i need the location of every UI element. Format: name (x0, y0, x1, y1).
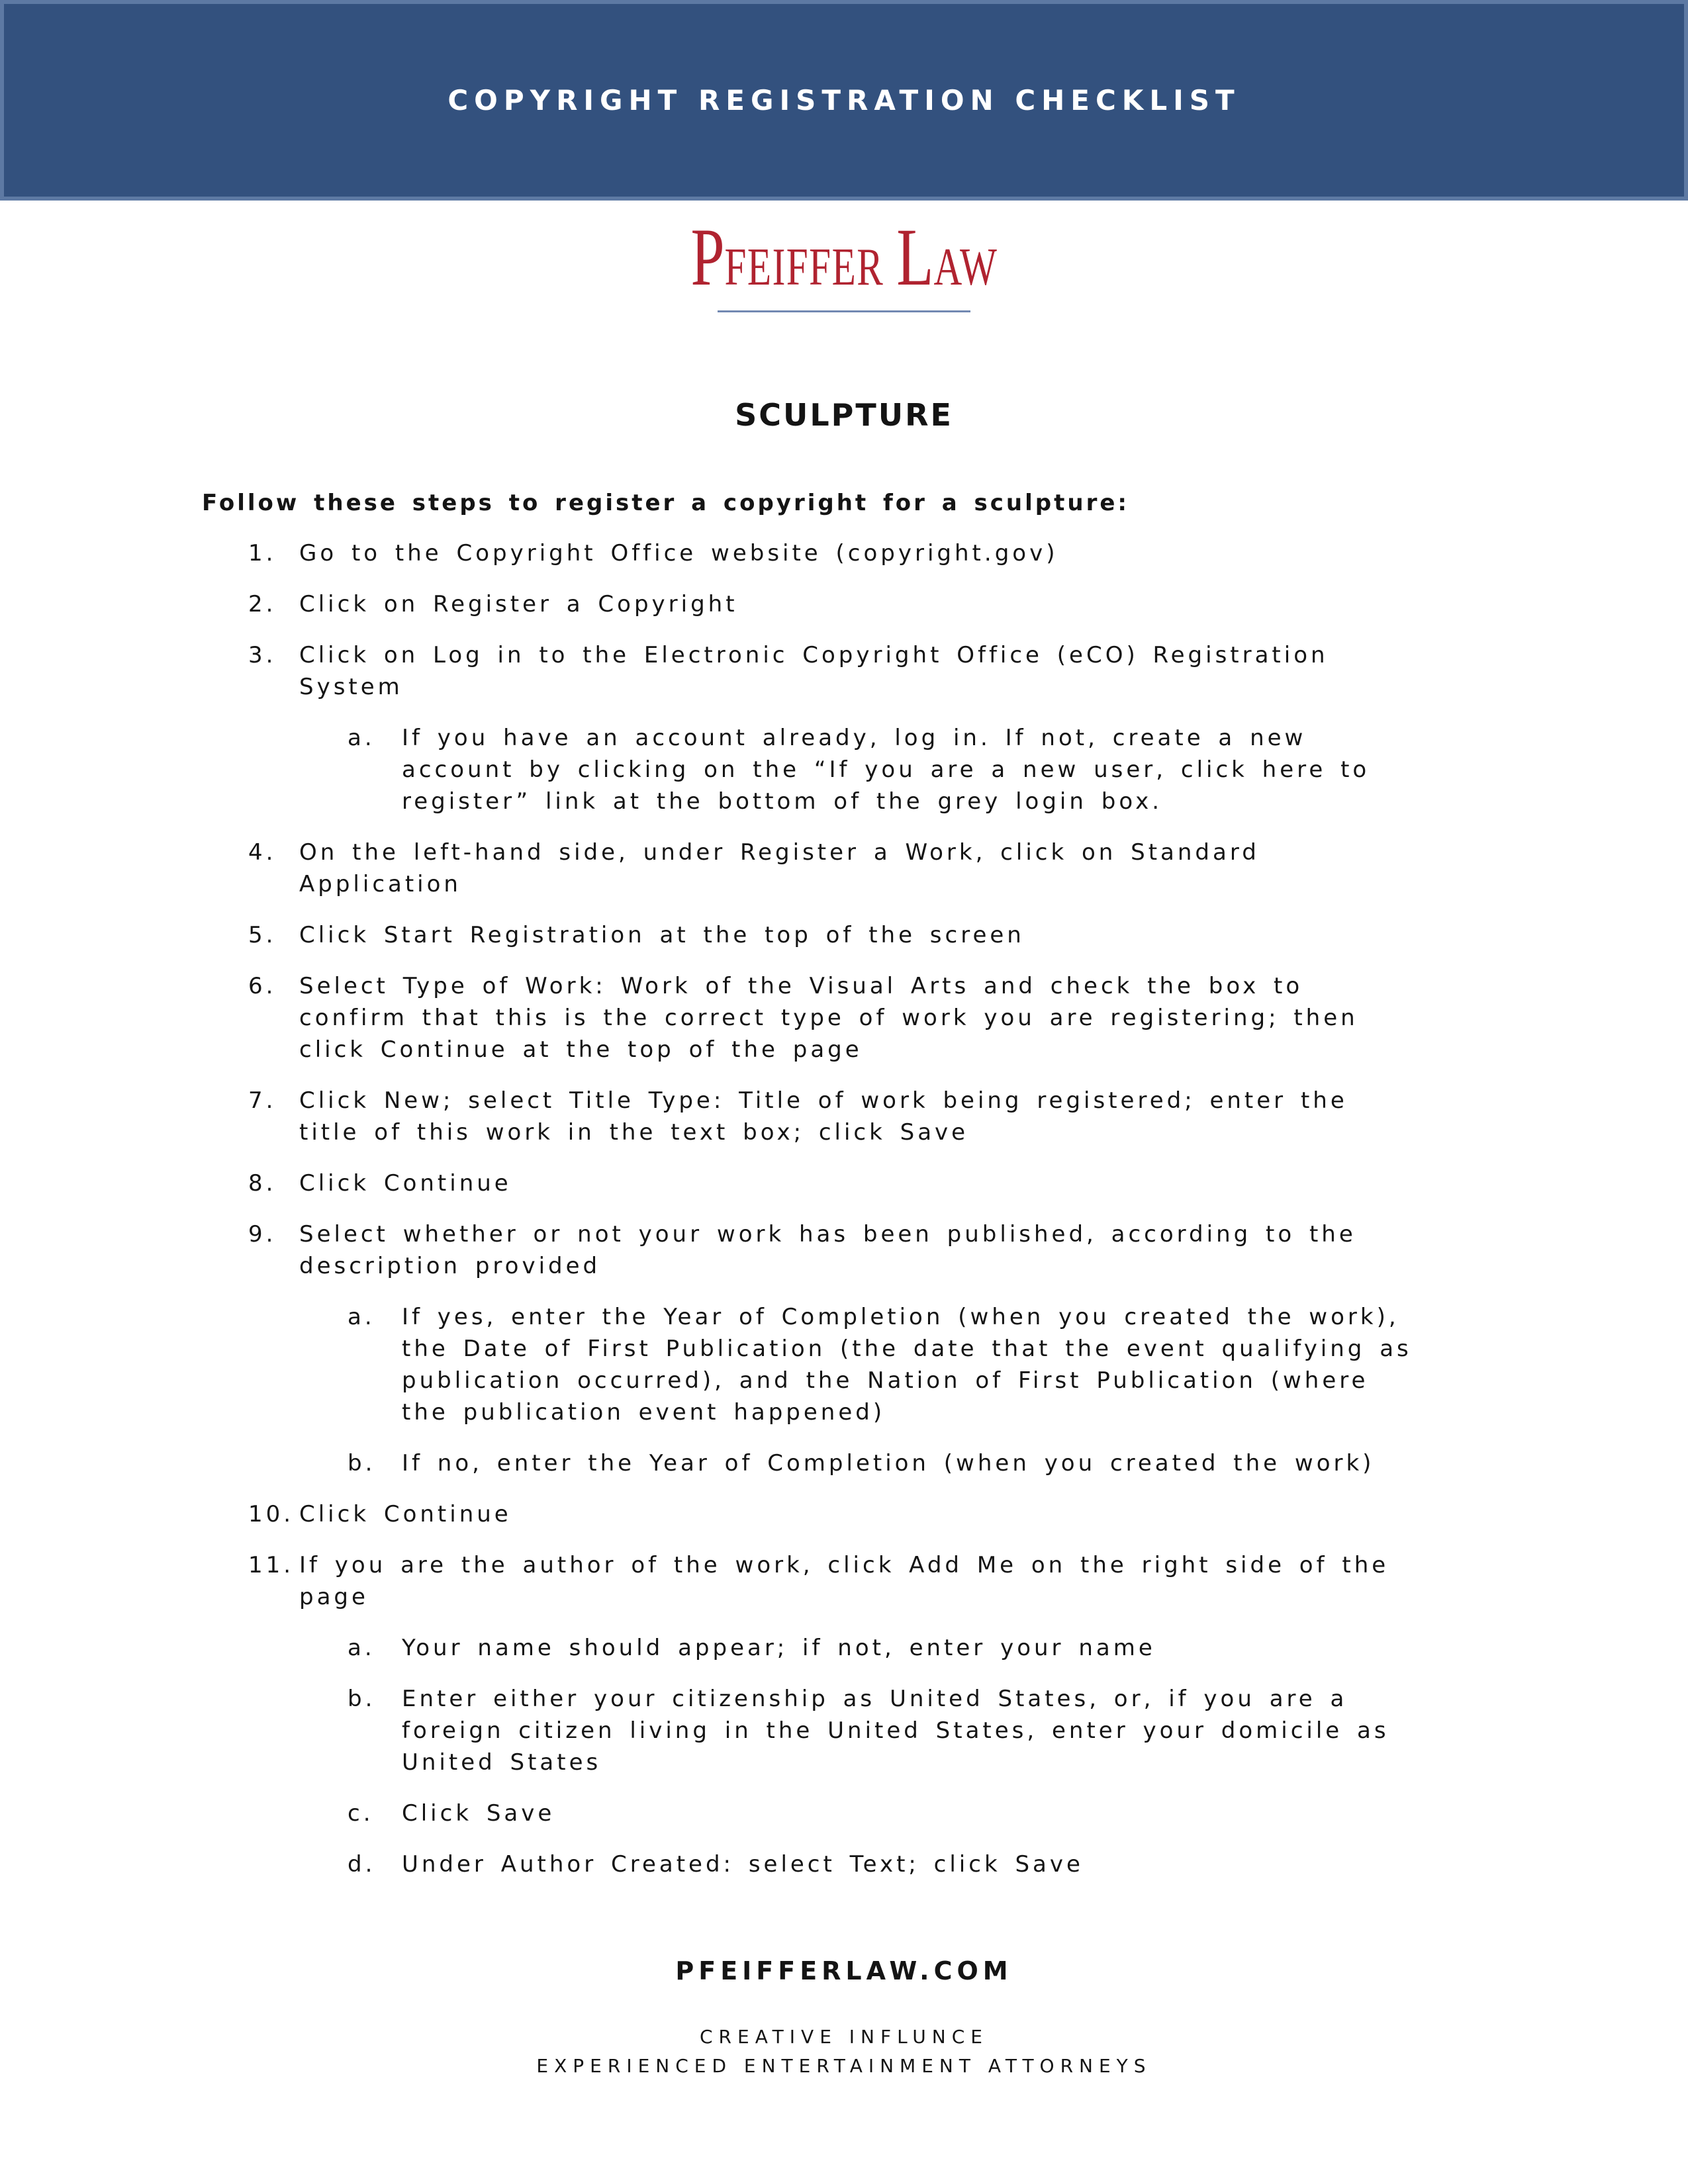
step-number: 10. (248, 1501, 295, 1527)
step-text: Click on Register a Copyright (299, 591, 738, 617)
step-text: Go to the Copyright Office website (copyright.gov) (299, 540, 1058, 567)
step-number: 8. (248, 1170, 277, 1197)
banner-title: COPYRIGHT REGISTRATION CHECKLIST (447, 84, 1241, 116)
step-text: Click Continue (299, 1501, 512, 1527)
sub-step-text: Your name should appear; if not, enter your name (402, 1635, 1156, 1661)
step-number: 1. (248, 540, 277, 567)
step-item (248, 639, 1688, 703)
sub-step-text: If yes, enter the Year of Completion (when you created the work), the Date of First Publication (the date that the event qualifying as publication occurred), and the Nation of First Publication (where the publication event happened) (402, 1304, 1412, 1426)
sub-step-letter: b. (348, 1686, 376, 1712)
step-text: If you are the author of the work, click Add Me on the right side of the page (299, 1552, 1389, 1610)
sub-step-item (348, 1632, 1688, 1664)
sub-step-item (348, 1797, 1688, 1829)
sub-step-item (348, 1848, 1688, 1880)
sub-step-text: Enter either your citizenship as United States, or, if you are a foreign citizen living in the United States, enter your domicile as United States (402, 1686, 1389, 1776)
logo-word1-initial: P (690, 212, 725, 302)
sub-step-text: If no, enter the Year of Completion (when you created the work) (402, 1450, 1375, 1477)
sub-step-item (348, 1447, 1688, 1479)
step-text: Select whether or not your work has been published, according to the description provided (299, 1221, 1356, 1279)
step-item (248, 1085, 1688, 1148)
sub-step-letter: d. (348, 1851, 376, 1878)
banner (0, 0, 1688, 201)
sub-step-letter: a. (348, 725, 375, 751)
sub-step-text: Under Author Created: select Text; click Save (402, 1851, 1084, 1878)
step-item (248, 970, 1688, 1066)
logo-word2-initial: L (896, 212, 934, 302)
step-text: Click Start Registration at the top of the screen (299, 922, 1025, 948)
sub-step-item (348, 1683, 1688, 1778)
step-item (248, 1167, 1688, 1199)
tagline-line1: CREATIVE INFLUNCE (700, 2026, 988, 2048)
step-number: 5. (248, 922, 277, 948)
step-text: Click Continue (299, 1170, 512, 1197)
step-text: On the left-hand side, under Register a Work, click on Standard Application (299, 839, 1260, 897)
sub-step-item (348, 722, 1688, 817)
step-item (248, 588, 1688, 620)
document-subtitle: SCULPTURE (735, 397, 953, 433)
sub-step-letter: a. (348, 1304, 375, 1330)
pfeiffer-law-wordmark (690, 212, 998, 324)
step-number: 11. (248, 1552, 295, 1578)
step-item (248, 1549, 1688, 1613)
pfeiffer-law-logo (0, 212, 1688, 302)
step-item (248, 1498, 1688, 1530)
step-number: 3. (248, 642, 277, 668)
step-number: 2. (248, 591, 277, 617)
step-number: 6. (248, 973, 277, 999)
logo-word2-rest: AW (933, 238, 998, 296)
intro-heading: Follow these steps to register a copyright for a sculpture: (202, 490, 1130, 516)
footer (0, 1956, 1688, 2081)
step-number: 9. (248, 1221, 277, 1248)
sub-step-letter: b. (348, 1450, 376, 1477)
sub-step-item (348, 1301, 1688, 1428)
sub-step-text: If you have an account already, log in. If not, create a new account by clicking on the “If you are a new user, click here to register” link at the bottom of the grey login box. (402, 725, 1370, 815)
steps-list (0, 537, 1688, 1880)
step-text: Click New; select Title Type: Title of work being registered; enter the title of this work in the text box; click Save (299, 1087, 1348, 1146)
step-item (248, 837, 1688, 900)
sub-step-letter: a. (348, 1635, 375, 1661)
step-item (248, 1218, 1688, 1282)
website-text: PFEIFFERLAW.COM (675, 1956, 1013, 1985)
sub-step-text: Click Save (402, 1800, 555, 1827)
logo-word1-rest: FEIFFER (724, 238, 884, 296)
step-number: 7. (248, 1087, 277, 1114)
tagline-line2: EXPERIENCED ENTERTAINMENT ATTORNEYS (536, 2055, 1152, 2077)
step-item (248, 537, 1688, 569)
sub-step-letter: c. (348, 1800, 374, 1827)
step-text: Click on Log in to the Electronic Copyright Office (eCO) Registration System (299, 642, 1329, 700)
step-item (248, 919, 1688, 951)
step-text: Select Type of Work: Work of the Visual Arts and check the box to confirm that this is the correct type of work you are registering; then click Continue at the top of the page (299, 973, 1358, 1063)
step-number: 4. (248, 839, 277, 866)
